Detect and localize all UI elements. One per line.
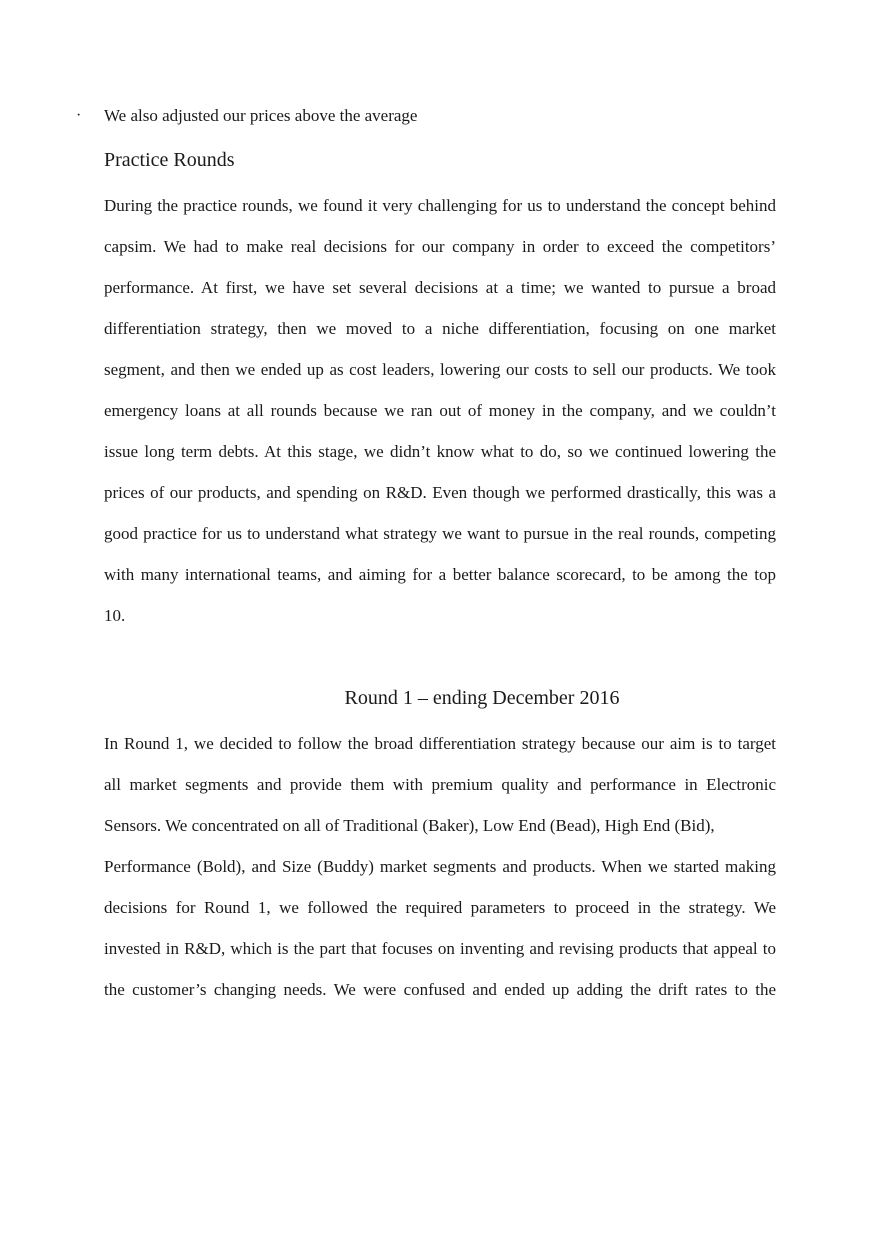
paragraph-line: In Round 1, we decided to follow the broad differentiation strategy because our aim is to target (104, 734, 776, 753)
paragraph-line: capsim. We had to make real decisions for our company in order to exceed the competitors’ (104, 237, 776, 256)
practice-rounds-paragraph (104, 185, 776, 636)
bullet-mark: · (76, 107, 82, 124)
paragraph-line: all market segments and provide them with premium quality and performance in Electronic (104, 775, 776, 794)
paragraph-line: invested in R&D, which is the part that focuses on inventing and revising products that appeal to (104, 939, 776, 958)
bullet-item (0, 103, 880, 129)
paragraph-line: 10. (104, 606, 126, 625)
paragraph-line: Performance (Bold), and Size (Buddy) market segments and products. When we started making (104, 857, 776, 876)
round-1-heading: Round 1 – ending December 2016 (344, 687, 620, 709)
practice-rounds-heading: Practice Rounds (104, 149, 235, 171)
paragraph-line: performance. At first, we have set several decisions at a time; we wanted to pursue a broad (104, 278, 776, 297)
round-1-paragraph (104, 723, 776, 1010)
paragraph-line: good practice for us to understand what strategy we want to pursue in the real rounds, competing (104, 524, 776, 543)
paragraph-line: prices of our products, and spending on R&D. Even though we performed drastically, this was a (104, 483, 776, 502)
paragraph-line: decisions for Round 1, we followed the required parameters to proceed in the strategy. We (104, 898, 776, 917)
paragraph-line: the customer’s changing needs. We were confused and ended up adding the drift rates to the (104, 980, 776, 999)
paragraph-line: issue long term debts. At this stage, we didn’t know what to do, so we continued lowering the (104, 442, 776, 461)
paragraph-line: During the practice rounds, we found it very challenging for us to understand the concept behind (104, 196, 776, 215)
paragraph-line: Sensors. We concentrated on all of Traditional (Baker), Low End (Bead), High End (Bid), (104, 816, 715, 835)
paragraph-line: emergency loans at all rounds because we ran out of money in the company, and we couldn’t (104, 401, 776, 420)
paragraph-line: segment, and then we ended up as cost leaders, lowering our costs to sell our products. We took (104, 360, 776, 379)
bullet-text: We also adjusted our prices above the average (104, 106, 418, 125)
paragraph-line: differentiation strategy, then we moved to a niche differentiation, focusing on one market (104, 319, 776, 338)
paragraph-line: with many international teams, and aiming for a better balance scorecard, to be among the top (104, 565, 776, 584)
